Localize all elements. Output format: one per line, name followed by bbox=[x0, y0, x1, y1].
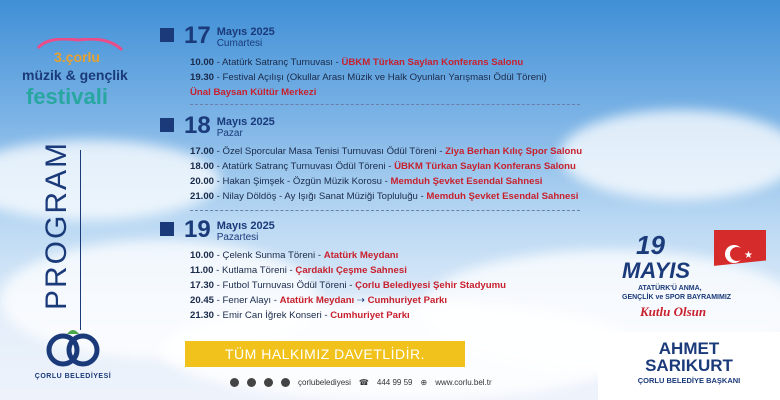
event-item: 20.00 - Hakan Şimşek - Özgün Müzik Korosu - Memduh Şevket Esendal Sahnesi bbox=[190, 176, 543, 187]
mayor-last-name: SARIKURT bbox=[645, 356, 733, 375]
x-icon[interactable] bbox=[264, 378, 273, 387]
event-item: 21.30 - Emir Can İğrek Konseri - Cumhuriyet Parkı bbox=[190, 310, 410, 321]
event-item: Ünal Baysan Kültür Merkezi bbox=[190, 87, 317, 98]
day-weekday: Pazartesi bbox=[216, 232, 259, 243]
mayor-title: ÇORLU BELEDİYE BAŞKANI bbox=[637, 376, 741, 385]
svg-text:ATATÜRK'Ü ANMA,: ATATÜRK'Ü ANMA, bbox=[638, 285, 702, 292]
svg-text:★: ★ bbox=[744, 250, 753, 261]
divider-line bbox=[80, 150, 81, 330]
social-handle: çorlubelediyesi bbox=[298, 378, 351, 387]
day-header bbox=[160, 24, 275, 49]
belediye-logo bbox=[28, 328, 118, 380]
may19-number: 19 bbox=[636, 230, 665, 260]
event-item: 19.30 - Festival Açılışı (Okullar Arası Müzik ve Halk Oyunları Yarışması Ödül Töreni) bbox=[190, 72, 547, 83]
event-item: 21.00 - Nilay Döldöş - Ay Işığı Sanat Müziği Topluluğu - Memduh Şevket Esendal Sahnesi bbox=[190, 191, 579, 202]
web-icon: ⊕ bbox=[420, 378, 428, 387]
divider-dashed bbox=[190, 210, 580, 211]
logo-line3: festivali bbox=[26, 84, 108, 109]
svg-text:Kutlu Olsun: Kutlu Olsun bbox=[640, 304, 707, 319]
mayor-box bbox=[598, 332, 780, 400]
event-item: 10.00 - Çelenk Sunma Töreni - Atatürk Meydanı bbox=[190, 250, 399, 261]
phone-number: 444 99 59 bbox=[376, 378, 413, 387]
day-month: Mayıs 2025 bbox=[216, 116, 275, 128]
instagram-icon[interactable] bbox=[247, 378, 256, 387]
day-month: Mayıs 2025 bbox=[216, 26, 275, 38]
divider-dashed bbox=[190, 104, 580, 105]
day-weekday: Cumartesi bbox=[216, 38, 263, 49]
footer-contact bbox=[230, 378, 492, 387]
event-item: 17.30 - Futbol Turnuvası Ödül Töreni - Çorlu Belediyesi Şehir Stadyumu bbox=[190, 280, 507, 291]
program-label: PROGRAM bbox=[40, 140, 73, 310]
day-month: Mayıs 2025 bbox=[216, 220, 275, 232]
program-panel bbox=[160, 18, 600, 340]
festival-logo bbox=[18, 38, 142, 118]
arrow-icon: ⇢ bbox=[354, 295, 368, 306]
website-link[interactable]: www.corlu.bel.tr bbox=[435, 378, 492, 387]
day-number: 18 bbox=[184, 112, 211, 139]
day-header bbox=[160, 218, 275, 243]
event-item: 18.00 - Atatürk Satranç Turnuvası Ödül Töreni - ÜBKM Türkan Saylan Konferans Salonu bbox=[190, 161, 576, 172]
logo-line1: 3.çorlu bbox=[54, 49, 100, 65]
invitation-banner: TÜM HALKIMIZ DAVETLİDİR. bbox=[185, 341, 465, 367]
day-number: 17 bbox=[184, 22, 211, 49]
logo-line2: müzik & gençlik bbox=[22, 67, 128, 83]
day-header bbox=[160, 114, 275, 139]
event-item: 11.00 - Kutlama Töreni - Çardaklı Çeşme Sahnesi bbox=[190, 265, 407, 276]
may19-word: MAYIS bbox=[622, 258, 691, 283]
mayor-first-name: AHMET bbox=[658, 339, 720, 358]
event-item: 20.45 - Fener Alayı - Atatürk Meydanı ⇢ Cumhuriyet Parkı bbox=[190, 295, 448, 306]
phone-icon: ☎ bbox=[358, 378, 369, 387]
youtube-icon[interactable] bbox=[281, 378, 290, 387]
may19-emblem bbox=[618, 230, 768, 330]
svg-text:GENÇLİK ve SPOR BAYRAMIMIZ: GENÇLİK ve SPOR BAYRAMIMIZ bbox=[622, 294, 732, 301]
event-item: 17.00 - Özel Sporcular Masa Tenisi Turnuvası Ödül Töreni - Ziya Berhan Kılıç Spor Salonu bbox=[190, 146, 583, 157]
belediye-name: ÇORLU BELEDİYESİ bbox=[34, 373, 112, 380]
event-item: 10.00 - Atatürk Satranç Turnuvası - ÜBKM Türkan Saylan Konferans Salonu bbox=[190, 57, 524, 68]
day-weekday: Pazar bbox=[216, 128, 243, 139]
facebook-icon[interactable] bbox=[230, 378, 239, 387]
day-number: 19 bbox=[184, 216, 211, 243]
